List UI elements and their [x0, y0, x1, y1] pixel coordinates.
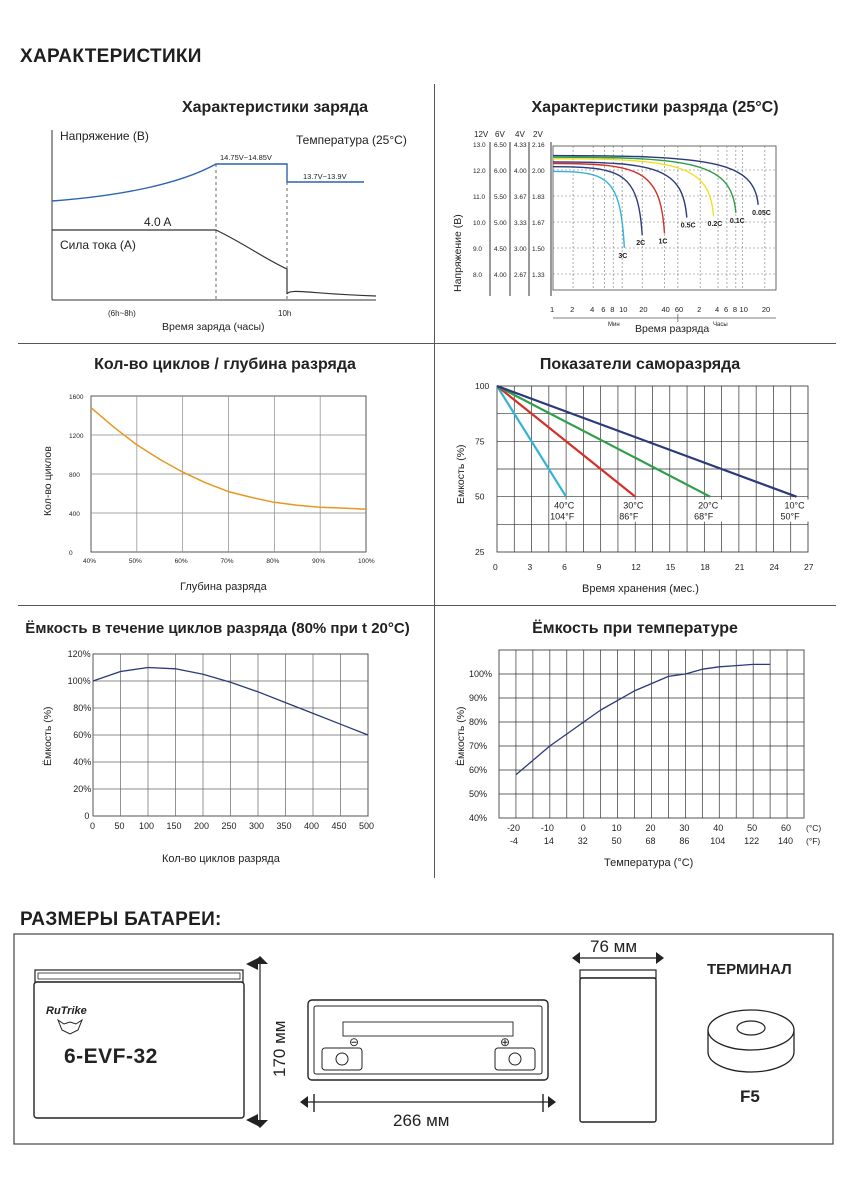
self-x-tick: 18 [700, 562, 710, 572]
discharge-x-sub-hours: Часы [713, 322, 728, 328]
captemp-x-tick-f: 86 [679, 836, 690, 846]
charge-voltage-label: Напряжение (В) [60, 129, 149, 143]
discharge-scale-tick: 8.0 [473, 272, 483, 279]
discharge-x-tick: 6 [723, 305, 729, 314]
battery-length: 266 мм [393, 1111, 450, 1130]
self-x-tick: 12 [631, 562, 641, 572]
page-heading: ХАРАКТЕРИСТИКИ [20, 46, 202, 67]
discharge-series-label: 1C [658, 238, 668, 246]
captemp-x-tick-c: -20 [506, 823, 520, 833]
discharge-scale-tick: 1.67 [532, 220, 545, 227]
cycles-x-tick: 100% [358, 558, 375, 565]
capcyc-y-tick: 120% [67, 649, 91, 659]
battery-height: 170 мм [270, 1020, 289, 1077]
capacity-cycles-chart-title: Ёмкость в течение циклов разряда (80% при t 20°C) [25, 620, 410, 637]
terminal-f5-icon [708, 1010, 794, 1072]
discharge-scale-header: 12V [474, 130, 489, 139]
discharge-scale-header: 6V [495, 130, 505, 139]
self-series-label-f: 86°F [619, 511, 639, 522]
self-y-tick: 25 [475, 547, 485, 557]
captemp-x-tick-f: 122 [744, 836, 760, 846]
capacity-cycles-chart-panel [20, 606, 430, 878]
dimensions-drawing [0, 930, 851, 1200]
discharge-scale-tick: 2.00 [532, 168, 545, 175]
charge-v-annot-2: 13.7V~13.9V [303, 172, 347, 181]
capacity-cycles-x-label: Кол-во циклов разряда [162, 853, 280, 865]
discharge-scale-tick: 1.83 [532, 194, 545, 201]
captemp-y-tick: 50% [469, 789, 488, 799]
capcyc-x-tick: 250 [221, 821, 237, 831]
capacity-temp-y-label: Ёмкость (%) [455, 706, 467, 766]
capcyc-x-tick: 350 [276, 821, 292, 831]
discharge-x-tick: 4 [590, 305, 595, 314]
charge-x-tick-2: 10h [278, 309, 292, 318]
charge-x-label: Время заряда (часы) [162, 321, 265, 333]
discharge-scale-tick: 5.00 [494, 220, 507, 227]
charge-voltage-line [52, 164, 364, 201]
plus-terminal-icon: ⊕ [500, 1035, 511, 1049]
capcyc-x-tick: 150 [166, 821, 182, 831]
charge-current-value: 4.0 A [144, 215, 172, 229]
discharge-scale-header: 2V [533, 130, 543, 139]
captemp-x-tick-f: 68 [645, 836, 656, 846]
captemp-x-tick-f: 14 [543, 836, 554, 846]
discharge-scale-tick: 9.0 [473, 246, 483, 253]
cycles-chart-svg [20, 344, 430, 604]
discharge-y-label: Напряжение (В) [452, 214, 464, 292]
battery-brand: RuTrike [46, 1005, 87, 1017]
discharge-chart-panel [440, 84, 835, 342]
capcyc-x-tick: 0 [90, 821, 96, 831]
discharge-x-tick: 10 [619, 305, 628, 314]
battery-top-view [308, 1000, 548, 1080]
cycles-x-tick: 40% [83, 558, 97, 565]
captemp-curve [516, 664, 770, 774]
self-series-label-f: 104°F [550, 511, 575, 522]
self-discharge-chart-svg [440, 344, 835, 604]
discharge-x-tick: 4 [715, 305, 720, 314]
cycles-y-tick: 1600 [69, 394, 84, 401]
captemp-x-tick-c: 10 [611, 823, 622, 833]
discharge-x-tick: 40 [661, 305, 670, 314]
discharge-scale-tick: 3.67 [514, 194, 527, 201]
discharge-x-tick: 6 [601, 305, 606, 314]
terminal-label: ТЕРМИНАЛ [707, 961, 792, 978]
discharge-scale-tick: 6.00 [494, 168, 507, 175]
captemp-y-tick: 100% [469, 669, 493, 679]
capacity-cycles-chart-svg [20, 606, 430, 878]
cycles-x-tick: 50% [128, 558, 142, 565]
cycles-x-tick: 80% [266, 558, 280, 565]
captemp-x-tick-c: 40 [713, 823, 724, 833]
capcyc-y-tick: 80% [73, 703, 92, 713]
discharge-x-tick: 10 [739, 305, 748, 314]
captemp-x-tick-c: 50 [747, 823, 758, 833]
discharge-series-label: 0.2C [707, 220, 723, 228]
discharge-series-line [553, 171, 624, 247]
capacity-temp-chart-title: Ёмкость при температуре [532, 620, 738, 637]
discharge-scale-tick: 11.0 [473, 194, 486, 201]
charge-temp-label: Температура (25°C) [296, 133, 407, 147]
discharge-scale-tick: 4.33 [514, 142, 527, 149]
charge-current-label: Сила тока (А) [60, 238, 136, 252]
captemp-y-tick: 70% [469, 741, 488, 751]
cycles-x-label: Глубина разряда [180, 581, 267, 593]
battery-model: 6-EVF-32 [64, 1045, 158, 1068]
cycles-x-tick: 70% [220, 558, 234, 565]
discharge-chart-title: Характеристики разряда (25°C) [531, 99, 779, 116]
capacity-cycles-y-label: Ёмкость (%) [42, 706, 54, 766]
discharge-scale-tick: 4.00 [494, 272, 507, 279]
captemp-x-tick-f: 32 [577, 836, 588, 846]
charge-x-tick-1: (6h~8h) [108, 309, 136, 318]
self-discharge-chart-title: Показатели саморазряда [539, 356, 741, 373]
self-series-label-c: 40°C [554, 500, 575, 511]
discharge-scale-tick: 3.00 [514, 246, 527, 253]
self-series-label-c: 30°C [623, 500, 644, 511]
discharge-x-label: Время разряда [635, 323, 710, 335]
discharge-series-line [553, 163, 665, 233]
cycles-y-tick: 1200 [69, 433, 84, 440]
cycles-chart-title: Кол-во циклов / глубина разряда [94, 356, 356, 373]
discharge-scale-tick: 12.0 [473, 168, 486, 175]
discharge-scale-tick: 2.16 [532, 142, 545, 149]
discharge-scale-tick: 2.67 [514, 272, 527, 279]
discharge-series-label: 3C [618, 252, 628, 260]
capcyc-x-tick: 400 [304, 821, 320, 831]
charge-chart-panel [20, 84, 430, 342]
capcyc-y-tick: 60% [73, 730, 92, 740]
discharge-chart-svg [440, 84, 835, 342]
discharge-series-line [553, 157, 736, 213]
self-x-tick: 27 [804, 562, 814, 572]
capacity-temp-x-label: Температура (°C) [604, 857, 694, 869]
discharge-x-tick: 8 [610, 305, 615, 314]
capcyc-x-tick: 100 [139, 821, 155, 831]
captemp-x-tick-c: 20 [645, 823, 656, 833]
discharge-scale-header: 4V [515, 130, 525, 139]
discharge-series-label: 0.05C [752, 209, 771, 217]
charge-v-annot-1: 14.75V~14.85V [220, 153, 272, 162]
self-y-tick: 75 [475, 436, 485, 447]
captemp-x-tick-c: -10 [540, 823, 554, 833]
self-y-tick: 100 [475, 381, 490, 391]
discharge-x-tick: 20 [639, 305, 648, 314]
discharge-scale-tick: 1.50 [532, 246, 545, 253]
discharge-x-sub-min: Мин [608, 322, 620, 328]
self-x-tick: 24 [769, 562, 779, 572]
discharge-x-tick: 1 [550, 305, 555, 314]
capcyc-x-tick: 300 [249, 821, 265, 831]
vertical-divider [434, 84, 435, 878]
self-x-tick: 9 [596, 562, 602, 572]
captemp-x-tick-c: 60 [781, 823, 792, 833]
discharge-x-tick: 8 [732, 305, 738, 314]
discharge-scale-tick: 13.0 [473, 142, 486, 149]
cycles-y-tick: 0 [69, 550, 73, 557]
self-x-tick: 0 [493, 562, 498, 572]
dimensions-heading: РАЗМЕРЫ БАТАРЕИ: [20, 909, 222, 930]
self-discharge-x-label: Время хранения (мес.) [582, 583, 699, 595]
captemp-x-tick-f: -4 [509, 836, 518, 846]
self-discharge-y-label: Емкость (%) [455, 444, 467, 504]
capcyc-x-tick: 200 [194, 821, 210, 831]
capcyc-x-tick: 500 [359, 821, 375, 831]
self-x-tick: 21 [734, 562, 745, 572]
capacity-temp-chart-panel [440, 606, 835, 878]
captemp-y-tick: 60% [469, 765, 488, 775]
discharge-x-tick: 20 [761, 305, 771, 314]
discharge-scale-tick: 3.33 [514, 220, 527, 227]
terminal-type: F5 [740, 1087, 760, 1106]
capacity-temp-chart-svg [440, 606, 835, 878]
discharge-scale-tick: 5.50 [494, 194, 507, 201]
self-x-tick: 6 [562, 562, 567, 572]
self-series-label-c: 10°C [784, 500, 805, 511]
captemp-x-tick-c: 30 [679, 823, 690, 833]
capcyc-x-tick: 50 [114, 821, 125, 831]
cycles-y-label: Кол-во циклов [42, 446, 54, 516]
captemp-x-tick-f: 50 [611, 836, 622, 846]
capcyc-y-tick: 0 [84, 811, 90, 821]
discharge-scale-tick: 10.0 [473, 220, 486, 227]
captemp-x-tick-c: 0 [580, 823, 586, 833]
self-discharge-chart-panel [440, 344, 835, 604]
capcyc-y-tick: 20% [73, 784, 92, 794]
discharge-x-tick: 2 [697, 305, 702, 314]
self-x-tick: 3 [527, 562, 533, 572]
battery-side-view [580, 970, 656, 1122]
captemp-x-tick-f: 140 [778, 836, 794, 846]
cycles-y-tick: 400 [69, 511, 80, 518]
discharge-scale-tick: 1.33 [532, 272, 545, 279]
self-x-tick: 15 [665, 562, 676, 572]
length-dimension [300, 1094, 556, 1130]
self-y-tick: 50 [475, 491, 485, 502]
captemp-unit-f: (°F) [806, 836, 821, 846]
captemp-unit-c: (°C) [806, 823, 822, 833]
discharge-scale-tick: 6.50 [494, 142, 507, 149]
cycles-x-tick: 90% [312, 558, 326, 565]
capcyc-y-tick: 40% [73, 757, 92, 767]
captemp-x-tick-f: 104 [710, 836, 726, 846]
charge-chart-title: Характеристики заряда [181, 99, 369, 116]
captemp-y-tick: 40% [469, 813, 488, 823]
battery-width: 76 мм [590, 937, 638, 956]
captemp-y-tick: 90% [469, 693, 488, 703]
cycles-x-tick: 60% [174, 558, 188, 565]
battery-front-view [34, 970, 244, 1118]
width-dimension [572, 937, 664, 964]
minus-terminal-icon: ⊖ [349, 1035, 360, 1049]
discharge-x-tick: 60 [674, 305, 684, 314]
charge-chart-svg [20, 84, 430, 342]
discharge-series-label: 0.1C [729, 217, 745, 225]
self-series-label-f: 68°F [694, 511, 714, 522]
discharge-x-tick: 2 [570, 305, 575, 314]
discharge-scale-tick: 4.00 [514, 168, 527, 175]
height-dimension [246, 956, 289, 1128]
discharge-series-label: 0.5C [680, 222, 696, 230]
cycles-y-tick: 800 [69, 472, 80, 479]
self-series-label-c: 20°C [698, 500, 719, 511]
cycles-chart-panel [20, 344, 430, 604]
capcyc-x-tick: 450 [331, 821, 347, 831]
capcyc-y-tick: 100% [67, 676, 91, 686]
captemp-y-tick: 80% [469, 717, 488, 727]
discharge-scale-tick: 4.50 [494, 246, 507, 253]
discharge-series-label: 2C [636, 240, 646, 248]
self-series-label-f: 50°F [780, 511, 800, 522]
